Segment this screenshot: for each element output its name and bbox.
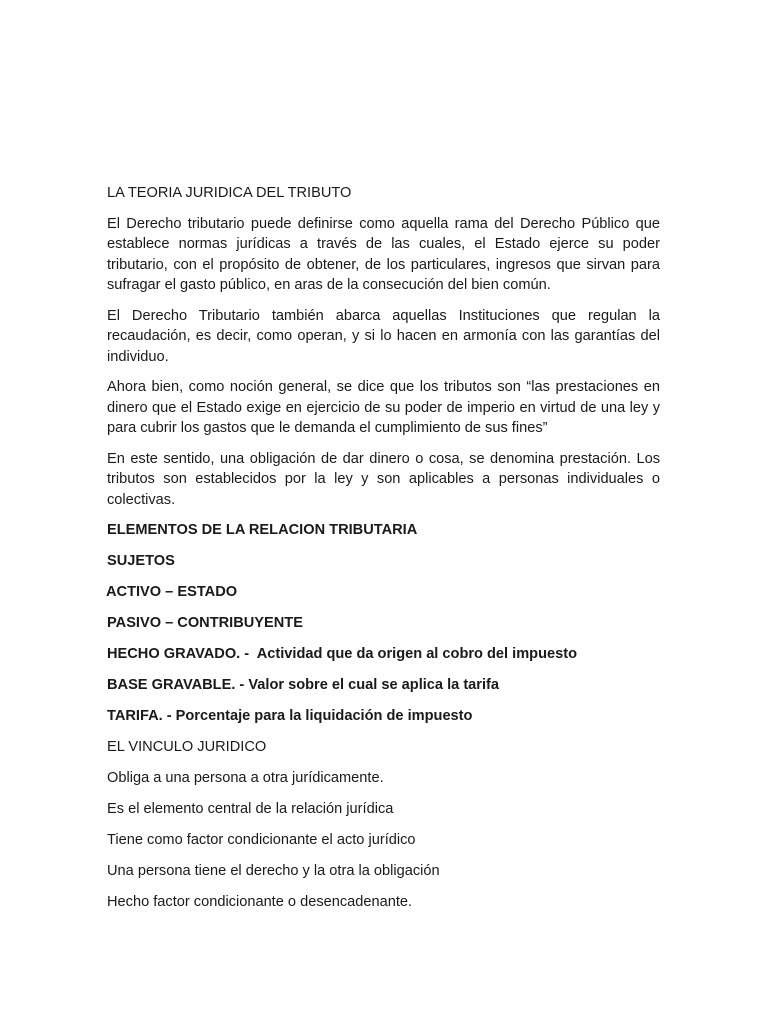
hecho-gravado-line: HECHO GRAVADO. - Actividad que da origen al cobro del impuesto bbox=[107, 646, 578, 662]
vinculo-item: Una persona tiene el derecho y la otra la obligación bbox=[107, 863, 440, 879]
vinculo-item: Es el elemento central de la relación jurídica bbox=[107, 801, 394, 817]
activo-line: ACTIVO – ESTADO bbox=[106, 584, 238, 600]
vinculo-heading: EL VINCULO JURIDICO bbox=[107, 739, 267, 755]
vinculo-item: Obliga a una persona a otra jurídicamente. bbox=[107, 770, 384, 786]
tarifa-line: TARIFA. - Porcentaje para la liquidación de impuesto bbox=[107, 708, 473, 724]
elements-heading: ELEMENTOS DE LA RELACION TRIBUTARIA bbox=[107, 522, 418, 538]
sujetos-heading: SUJETOS bbox=[107, 553, 175, 569]
base-gravable-line: BASE GRAVABLE. - Valor sobre el cual se aplica la tarifa bbox=[107, 677, 499, 693]
paragraph-tributos: Ahora bien, como noción general, se dice que los tributos son “las prestaciones en dinero que el Estado exige en ejercicio de su poder de imperio en virtud de una ley y para cubrir los gastos que le demanda el cumplimiento de sus fines” bbox=[107, 379, 660, 436]
document-title: LA TEORIA JURIDICA DEL TRIBUTO bbox=[107, 185, 352, 201]
pasivo-line: PASIVO – CONTRIBUYENTE bbox=[107, 615, 303, 631]
paragraph-institutions: El Derecho Tributario también abarca aquellas Instituciones que regulan la recaudación, es decir, como operan, y si lo hacen en armonía con las garantías del individuo. bbox=[107, 307, 660, 365]
vinculo-item: Tiene como factor condicionante el acto jurídico bbox=[107, 832, 416, 848]
vinculo-item: Hecho factor condicionante o desencadenante. bbox=[107, 894, 413, 910]
document-body bbox=[107, 183, 660, 923]
paragraph-definition: El Derecho tributario puede definirse como aquella rama del Derecho Público que establece normas jurídicas a través de las cuales, el Estado ejerce su poder tributario, con el propósito de obtener, de los particulares, ingresos que sirvan para sufragar el gasto público, en aras de la consecución del bien común. bbox=[107, 215, 660, 293]
paragraph-prestacion: En este sentido, una obligación de dar dinero o cosa, se denomina prestación. Los tributos son establecidos por la ley y son aplicables a personas individuales o colectivas. bbox=[107, 450, 660, 508]
